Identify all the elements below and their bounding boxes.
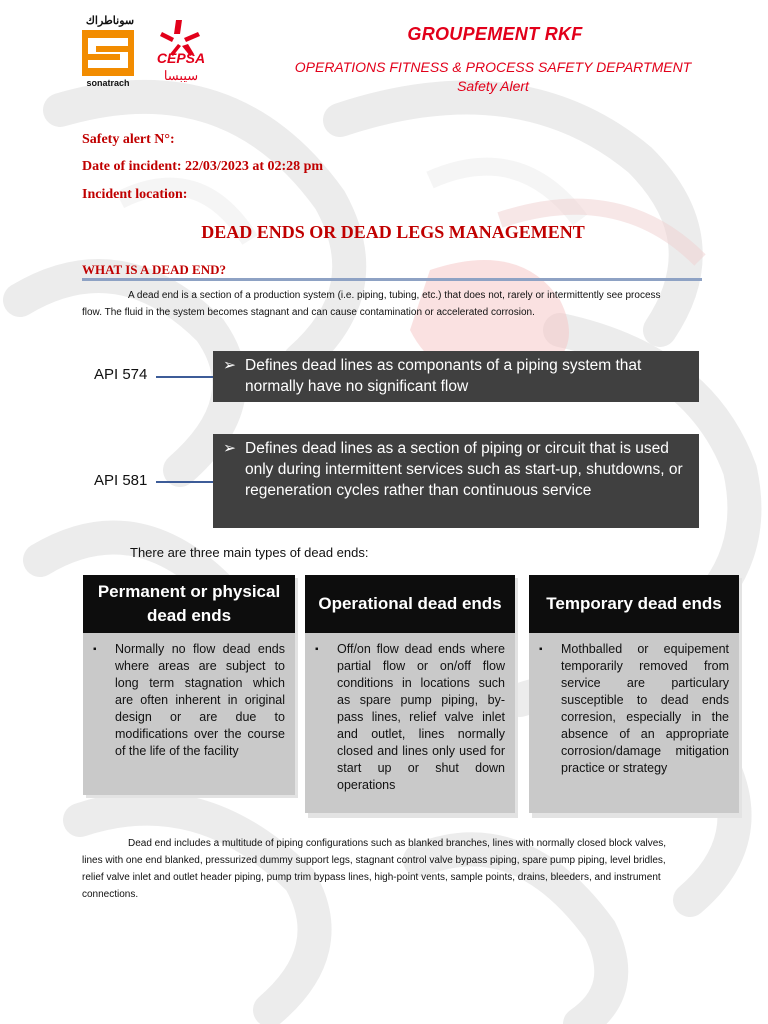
section-divider [82,278,702,281]
sonatrach-logo [80,14,136,94]
cepsa-arabic: سيبسا [163,68,199,83]
api-581-connector [156,481,214,483]
type-temporary-text: Mothballed or equipement temporarily removed from service are particulary susceptible to dead ends corresion, especially in the absence of an appropriate corrosion/damage mitigation practice or strategy [561,642,729,775]
types-intro: There are three main types of dead ends: [130,545,369,560]
cepsa-logo [152,18,210,94]
square-bullet-icon: ▪ [93,644,97,655]
api-574-text: Defines dead lines as componants of a piping system that normally have no significant flow [245,357,642,395]
type-operational-text: Off/on flow dead ends where partial flow or on/off flow conditions in locations such as spare pump piping, by-pass lines, relief valve inlet and outlet, lines normally closed and lines only used for start up or shut down operations [337,642,505,792]
api-581-label: API 581 [94,472,148,489]
document-type: Safety Alert [457,78,529,94]
cepsa-name: CEPSA [156,50,206,66]
api-574-connector [156,376,214,378]
api-581-definition-box [213,434,699,528]
type-permanent-header: Permanent or physical dead ends [83,575,295,633]
api-574-label: API 574 [94,366,148,383]
square-bullet-icon: ▪ [539,644,543,655]
type-temporary-header: Temporary dead ends [529,575,739,633]
api-574-definition-box [213,351,699,402]
type-permanent-text: Normally no flow dead ends where areas are subject to long term stagnation which are often inherent in original design or are due to modifications over the course of the life of the facility [115,642,285,758]
type-permanent-body [83,633,295,795]
section-heading: WHAT IS A DEAD END? [82,262,226,277]
arrow-bullet-icon: ➢ [223,440,236,457]
sonatrach-name: sonatrach [86,78,130,88]
incident-date: Date of incident: 22/03/2023 at 02:28 pm [82,159,324,174]
alert-number-label: Safety alert N°: [82,132,175,147]
arrow-bullet-icon: ➢ [223,357,236,374]
dead-end-definition: A dead end is a section of a production system (i.e. piping, tubing, etc.) that does not, rarely or intermittently see process flow. The fluid in the system becomes stagnant and can cause contamination or accelerated corrosion. [82,290,661,318]
type-operational-header: Operational dead ends [305,575,515,633]
sonatrach-arabic: سوناطراك [85,15,135,27]
department-name: OPERATIONS FITNESS & PROCESS SAFETY DEPARTMENT [294,59,692,75]
incident-location-label: Incident location: [82,187,188,202]
page-title: DEAD ENDS OR DEAD LEGS MANAGEMENT [201,222,585,242]
type-temporary-body [529,633,739,813]
organization-title: GROUPEMENT RKF [407,24,583,44]
closing-paragraph: Dead end includes a multitude of piping configurations such as blanked branches, lines with normally closed block valves, lines with one end blanked, pressurized dummy support legs, stagnant control valve bypass piping, spare pump piping, level bridles, relief valve inlet and outlet header piping, pump trim bypass lines, high-point vents, sample points, drains, bleeders, and instrument connections. [82,838,667,900]
type-operational-body [305,633,515,813]
square-bullet-icon: ▪ [315,644,319,655]
api-581-text: Defines dead lines as a section of piping or circuit that is used only during intermittent services such as start-up, shutdowns, or regeneration cycles rather than continuous service [245,440,683,499]
